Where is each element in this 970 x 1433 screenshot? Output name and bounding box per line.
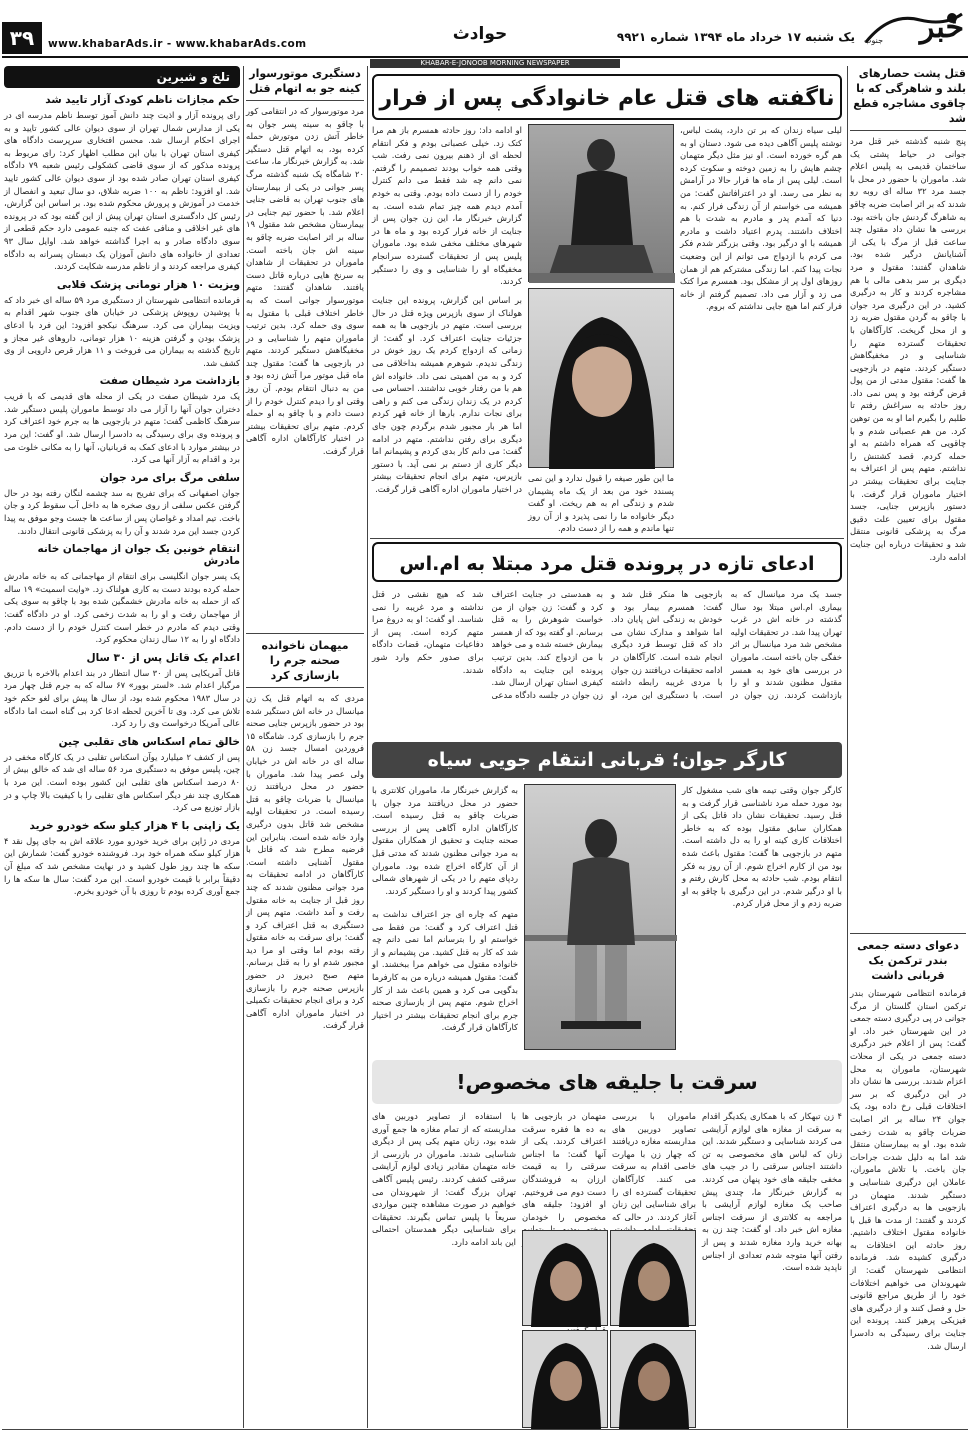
left-item-text: پس از کشف ۲ میلیارد یوآن اسکناس تقلبی در یک کارگاه مخفی در چین، پلیس موفق به دستگیری مرد ۵۶ ساله ای شد که خالق بیش از ۸۰ درصد اسکناس های تقلبی این کشور بوده است. این مرد با همکاری چند نفر دیگر اسکناس های تقلبی را با کیفیت بالا چاپ و در بازار توزیع می کرد.	[4, 751, 240, 813]
theft-text-d: با استفاده از تصاویر دوربین های مداربسته که از تمام مغازه ها جمع آوری شده بود، زنان متهم یکی پس از دیگری شناسایی شدند. ماموران در بازرسی از خانه متهمان مقادیر زیادی لوازم آرایشی سرقتی کشف کردند. رئیس پلیس آگاهی تهران بزرگ گفت: از شهروندان می خواهیم در صورت مشاهده چنین مواردی سریعاً با پلیس تماس بگیرند. تحقیقات برای شناسایی دیگر همدستان احتمالی این باند ادامه دارد.	[372, 1111, 516, 1247]
ms-rule-top	[370, 538, 844, 539]
page-header	[0, 0, 970, 58]
header-rule	[2, 56, 968, 58]
worker-text-c: متهم که چاره ای جز اعتراف نداشت به قتل اعتراف کرد و گفت: من فقط می خواستم او را بترسانم اما نمی دانم چه شد که کار به قتل کشید. من پشیمانم و از خانواده مقتول می خواهم مرا ببخشند. او گفت: مقتول همیشه درباره من به کارفرما بدگویی می کرد و همین باعث شد از کار اخراج شوم. متهم پس از بازسازی صحنه جرم برای انجام تحقیقات بیشتر در اختیار کارآگاهان قرار گرفت.	[372, 909, 518, 1033]
left-item-text: یک پسر جوان انگلیسی برای انتقام از مهاجمانی که به خانه مادرش حمله کرده بودند دست به کاری هولناک زد. «وایت اسمیت» ۱۹ ساله که از حمله به خانه مادرش خشمگین شده بود با چاقو به سوی یکی از مهاجمان رفت و او را به شدت زخمی کرد. او در دادگاه گفت: وقتی دیدم که مادرم در خطر است کنترل خودم را از دست دادم. دادگاه او را به ۱۲ سال زندان محکوم کرد.	[4, 571, 241, 645]
worker-figure	[525, 785, 677, 1051]
prisoner-photo	[528, 124, 674, 282]
right-column	[850, 66, 966, 1428]
theft-text-c: متهمان در بازجویی ها به ده ها فقره سرقت اعتراف کردند. یکی از آنها گفت: ما اجناس سرقتی را به قیمت ارزان به فروشندگان دست دوم می فروختیم. او افزود: جلیقه های مخصوص را خودمان	[522, 1111, 606, 1222]
left-item-title: خالق تمام اسکناس های تقلبی چین	[58, 735, 240, 748]
main-headline: ناگفته های قتل عام خانوادگی پس از فرار	[372, 74, 842, 120]
website[interactable]: www.khabarAds.ir - www.khabarAds.com	[48, 38, 307, 50]
page-number: ۳۹	[2, 22, 42, 54]
left-item-title: اعدام یک قاتل پس از ۳۰ سال	[86, 651, 240, 664]
suspect-figure-3	[611, 1331, 697, 1429]
main-text-b: او ادامه داد: روز حادثه همسرم باز هم مرا کتک زد. خیلی عصبانی بودم و فکر انتقام لحظه ای از ذهنم بیرون نمی رفت. شب وقتی همه خواب بودند تصمیمم را گرفتم. نمی دانم چه شد فقط می دانم کنترل خودم را از دست داده بودم. وقتی به خودم آمدم دیدم همه چیز تمام شده است. به گزارش خبرنگار ما، این زن جوان پس از جنایت از خانه فرار کرده بود و ماه ها در شهرهای مختلف مخفی شده بود. ماموران پلیس پس از تحقیقات گسترده سرانجام مخفیگاه او را شناسایی و وی را دستگیر کردند.	[372, 125, 522, 287]
main-text-a: لیلی سیاه زندان که بر تن دارد، پشت لباس، نوشته پلیس آگاهی دیده می شود. دستان او به هم گره خورده است. او نیز مثل دیگر متهمان چشم هایش را به زمین دوخته و سکوت کرده است. لیلی پس از ماه ها فرار حالا در آرامش به نظر می رسد. او در اعترافاتش گفت: من همیشه می خواستم از آن زندگی فرار کنم. به دنیا که آمدم پدر و مادرم به شدت با هم اختلاف داشتند. پدرم اعتیاد داشت و مادرم همیشه با او درگیر بود. وقتی بزرگتر شدم فکر می کردم با ازدواج می توانم از این وضعیت نجات پیدا کنم. اما زندگی مشترکم هم از همان روزهای اول پر از مشکل بود. همسرم مرا کتک می زد و آزار می داد. تصمیم گرفتم از خانه فرار کنم اما هیچ جایی نداشتم که بروم.	[680, 125, 842, 312]
suspect-photo-3	[610, 1330, 696, 1428]
suspect-photo-1	[610, 1230, 696, 1326]
right-title-1: قتل پشت حصارهای بلند و شاهرگی که با چاقوی مشاجره قطع شد	[850, 66, 966, 131]
left-item-title: یک زاپنی با ۴ هزار کیلو سکه خودرو خرید	[29, 819, 240, 832]
left-item-text: قاتل آمریکایی پس از ۳۰ سال انتظار در بند اعدام بالاخره با تزریق مرگبار اعدام شد. «لستر بوور» ۶۷ ساله که به جرم قتل چهار مرد در سال ۱۹۸۳ محکوم شده بود، از سال ها پیش برای لغو حکم خود تلاش می کرد. وی تا آخرین لحظه ادعا کرد بی گناه است اما دادگاه عالی آمریکا درخواست وی را رد کرد.	[4, 667, 240, 729]
left-item-title: سلفی مرگ برای مرد جوان	[99, 471, 240, 484]
suspect-photo-4	[522, 1330, 608, 1428]
divider-3	[847, 66, 848, 1428]
suspect-figure-1	[611, 1231, 697, 1327]
logo-subtext: جنوب	[864, 36, 884, 45]
theft-text-b: ماموران با بررسی تصاویر دوربین های مداربسته مغازه دریافتند که چهار زن با مهارت خاصی اقدام به سرقت می کنند. کارآگاهان تحقیقات گسترده ای را برای شناسایی این زنان آغاز کردند. در حالی که	[612, 1111, 696, 1222]
left-items	[4, 94, 240, 898]
suspect-photos	[522, 1230, 696, 1428]
left-box-title: تلخ و شیرین	[4, 66, 240, 88]
col2-text-2: مردی که به اتهام قتل یک زن میانسال در خانه اش دستگیر شده بود در حضور بازپرس جنایی صحنه جرم را بازسازی کرد. شامگاه ۱۵ فروردین امسال جسد زن ۵۸ ساله ای در خانه اش در خیابان ولی عصر پیدا شد. ماموران با حضور در محل دریافتند زن میانسال با ضربات چاقو به قتل رسیده است. در تحقیقات اولیه مشخص شد قاتل بدون درگیری وارد خانه شده است. بنابراین این فرضیه مطرح شد که قاتل با مقتول آشنایی داشته است. کارآگاهان در ادامه تحقیقات به مرد جوانی مظنون شدند که چند روز قبل از جنایت به خانه مقتول رفت و آمد داشت. متهم پس از دستگیری به قتل اعتراف کرد و گفت: برای سرقت به خانه مقتول رفته بودم اما وقتی او مرا دید مجبور شدم او را به قتل برسانم. متهم صبح دیروز در حضور بازپرس صحنه جرم را بازسازی کرد و برای انجام تحقیقات تکمیلی در اختیار ماموران اداره آگاهی قرار گرفت.	[246, 693, 364, 1031]
main-text-c: بر اساس این گزارش، پرونده این جنایت هولناک از سوی بازپرس ویژه قتل در حال بررسی است. متهم در بازجویی ها به همه جزئیات جنایت اعتراف کرد. او گفت: از زمانی که ازدواج کردم یک روز خوش در زندگی ندیدم. شوهرم همیشه بداخلاقی می کرد و به من اهمیتی نمی داد. خانواده اش هم با من رفتار خوبی نداشتند. احساس می کردم در یک زندان زندگی می کنم و راهی برای نجات ندارم. بارها از خانه قهر کردم اما هر بار مجبور شدم برگردم چون جای دیگری برای رفتن نداشتم. متهم در ادامه گفت: می دانم کار بدی کردم و پشیمانم اما دیگر کاری از دستم بر نمی آید. با دستور بازپرس، متهم برای انجام تحقیقات بیشتر در اختیار ماموران اداره آگاهی قرار گرفت.	[372, 295, 522, 494]
col2-title-1: دستگیری موتورسوار کینه جو به اتهام قتل	[246, 66, 364, 101]
main-photo-caption: ما این طور صیغه را قبول ندارد و این نمی پسندد خود من بعد از یک ماه پشیمان شدم و زندگی ام به هم ریخت. او گفت دیگر خانواده ما را نمی پذیرد و از آن روز تنها ماندم و همه را از دست دادم.	[528, 473, 674, 534]
worker-photo	[524, 784, 676, 1050]
left-item-title: ویزیت ۱۰ هزار تومانی پزشک قلابی	[56, 278, 240, 291]
left-item-text: یک مرد شیطان صفت در یکی از محله های قدیمی که با فریب دختران جوان آنها را آزار می داد توسط ماموران پلیس دستگیر شد. سرهنگ کاظمی گفت: متهم در بازجویی ها به جرم خود اعتراف کرد و پرونده وی برای رسیدگی به دادسرا ارسال شد. او گفت: این مرد در بیشتر موارد با ادعای کمک به قربانیان، آنها را به مکانی خلوت می برد و اقدام به آزار آنها می کرد.	[4, 391, 240, 465]
suspect-photo-2	[522, 1230, 608, 1326]
suspect-figure-4	[523, 1331, 609, 1429]
suspect-figure-2	[523, 1231, 609, 1327]
divider-2	[367, 66, 368, 1428]
theft-text-a: ۴ زن تبهکار که با همکاری یکدیگر اقدام به سرقت از مغازه های لوازم آرایشی می کردند شناسایی و دستگیر شدند. این زنان که لباس های مخصوصی به تن داشتند اجناس سرقتی را در جیب های مخفی جلیقه های خود پنهان می کردند. به گزارش خبرنگار ما، چندی پیش صاحب یک مغازه لوازم آرایشی با مراجعه به کلانتری از سرقت اجناس مغازه اش خبر داد. او گفت: چند زن به بهانه خرید وارد مغازه شدند و پس از رفتن آنها متوجه شدم تعدادی از اجناس ناپدید شده است.	[702, 1111, 842, 1273]
left-column	[4, 66, 240, 1428]
woman-portrait	[528, 288, 674, 468]
left-item-title: حکم مجازات ناظم کودک آزار تایید شد	[45, 94, 240, 106]
left-item-text: جوان اصفهانی که برای تفریح به سد چشمه لنگان رفته بود در حال گرفتن عکس سلفی از روی صخره ها به داخل آب سقوط کرد و جان باخت. تیم امداد و غواصان پس از ساعت ها جست وجو موفق به پیدا کردن جسد این مرد شدند و آن را به پزشکی قانونی انتقال دادند.	[4, 487, 240, 536]
worker-text-b: به گزارش خبرنگار ما، ماموران کلانتری با حضور در محل دریافتند مرد جوان با ضربات چاقو به قتل رسیده است. کارآگاهان اداره آگاهی پس از بررسی صحنه جنایت و تحقیق از همکاران مقتول به مرد جوانی مظنون شدند که مدتی قبل از آن کارگاه اخراج شده بود. ماموران ردپای متهم را در یکی از شهرهای شمالی کشور پیدا کردند و او را دستگیر کردند.	[372, 785, 518, 896]
right-text-2: فرمانده انتظامی شهرستان بندر ترکمن استان گلستان از مرگ جوانی در پی درگیری دسته جمعی در این شهرستان خبر داد. او گفت: پس از اعلام خبر درگیری دسته جمعی در یکی از محلات شهرستان، ماموران به محل اعزام شدند. بررسی ها نشان داد در این درگیری که بر سر اختلافات قبلی رخ داده بود، یک جوان ۲۴ ساله بر اثر اصابت ضربات چاقو به شدت زخمی شده بود. او به بیمارستان منتقل شد اما به دلیل شدت جراحات جان باخت. با تلاش ماموران، عاملان این درگیری شناسایی و دستگیر شدند. متهمان در بازجویی ها به درگیری اعتراف کردند و گفتند: از مدت ها قبل با خانواده مقتول اختلاف داشتیم. روز حادثه این اختلافات به درگیری کشیده شد. فرمانده انتظامی شهرستان گفت: از شهروندان می خواهیم اختلافات خود را از طریق مراجع قانونی حل و فصل کنند و از درگیری های فیزیکی پرهیز کنند. پرونده این جنایت برای رسیدگی به دادسرا ارسال شد.	[850, 988, 966, 1351]
logo-text: خبر	[919, 10, 964, 45]
theft-headline: سرقت با جلیقه های مخصوص!	[372, 1060, 842, 1104]
divider-1	[243, 66, 244, 1428]
left-item-title: انتقام خونین یک جوان از مهاجمان خانه مادرش	[37, 543, 240, 568]
worker-text-a: کارگر جوان وقتی تیمه های شب مشغول کار بود مورد حمله مرد ناشناسی قرار گرفت و به قتل رسید. تحقیقات نشان داد قاتل یکی از همکاران سابق مقتول بوده که به خاطر اختلافات کاری کینه او را به دل داشته است. متهم در بازجویی ها گفت: مقتول باعث شده بود من از کارم اخراج شوم. از آن روز به فکر انتقام بودم. شب حادثه به محل کارش رفتم و با او درگیر شدم. در این درگیری با چاقو به او ضربه زدم و از محل فرار کردم.	[682, 785, 842, 909]
right-title-2: دعوای دسته جمعی بندر ترکمن یک قربانی داشت	[850, 933, 966, 983]
left-item-title: بازداشت مرد شیطان صفت	[99, 375, 240, 388]
left-item-text: مردی در ژاپن برای خرید خودرو مورد علاقه اش به جای پول نقد ۴ هزار کیلو سکه همراه خود برد. فروشنده خودرو گفت: شمارش این سکه ها چند روز طول کشید و در نهایت مشخص شد که مبلغ آن دقیقاً برابر با قیمت خودرو است. این مرد گفت: سال ها سکه ها را جمع آوری کرده بودم تا روزی با آن خودرو بخرم.	[4, 835, 240, 897]
column-2	[246, 66, 364, 1428]
col2-text-1: مرد موتورسوار که در انتقامی کور با چاقو به سینه پسر جوان به خاطر آتش زدن موتورش حمله کرده بود، به اتهام قتل دستگیر شد. به گزارش خبرنگار ما، ساعت ۲۰ شامگاه یک شنبه گذشته مرگ پسر جوانی در یکی از بیمارستان های جنوب تهران به قاضی جنایی اعلام شد. با حضور تیم جنایی در بیمارستان مشخص شد مقتول ۱۹ ساله بر اثر اصابت ضربه چاقو به سینه اش جان باخته است. ماموران در تحقیقات از شاهدان به سرنخ هایی درباره قاتل دست یافتند. شاهدان گفتند: متهم موتورسوار جوانی است که به خاطر اختلاف قبلی با مقتول به سوی وی حمله کرد. بدین ترتیب ماموران متهم را شناسایی و در مخفیگاهش دستگیر کردند. متهم در بازجویی ها گفت: مقتول چند ماه قبل موتور مرا آتش زده بود و من به دنبال انتقام بودم. آن روز وقتی او را دیدم کنترل خودم را از دست دادم و با چاقو به او حمله کردم. متهم برای تحقیقات بیشتر در اختیار کارآگاهان اداره آگاهی قرار گرفت.	[246, 106, 364, 457]
prisoner-figure	[529, 125, 675, 283]
woman-figure	[529, 289, 675, 469]
left-item-text: فرمانده انتظامی شهرستان از دستگیری مرد ۵۹ ساله ای خبر داد که با پوشیدن روپوش پزشکی در خیابان های جنوب شهر اقدام به ویزیت بیماران می کرد. سرهنگ نیکجو افزود: این فرد با ادعای پزشک بودن و گرفتن هزینه ۱۰ هزار تومانی، داروهای غیر مجاز و تاریخ گذشته به بیماران می فروخت و ۱۱ هزار قرص دارویی از وی کشف شد.	[4, 294, 240, 368]
section-title: حوادث	[452, 24, 508, 44]
ms-headline: ادعای تازه در پرونده قتل مرد مبتلا به ام.اس	[372, 542, 842, 582]
col2-title-2: میهمان ناخوانده صحنه جرم را بازسازی کرد	[246, 633, 364, 688]
latin-name: KHABAR-E-JONOOB MORNING NEWSPAPER	[370, 59, 620, 68]
worker-headline: کارگر جوان؛ قربانی انتقام جویی سیاه	[372, 742, 842, 778]
right-text-1: پنج شنبه گذشته خبر قتل مرد جوانی در حیاط پشتی یک ساختمان قدیمی به پلیس اعلام شد. ماموران با حضور در محل با جسد مرد ۳۲ ساله ای روبه رو شدند که بر اثر اصابت ضربه چاقو به شاهرگ گردنش جان باخته بود. بررسی ها نشان داد مقتول چند ساعت قبل از مرگ با یکی از آشنایانش درگیر شده بود. شاهدان گفتند: مقتول و مرد دیگری بر سر بدهی مالی با هم مشاجره کردند و کار به درگیری کشید. در این درگیری مرد جوان با چاقو به گردن مقتول ضربه زد و از محل گریخت. کارآگاهان با تحقیقات گسترده متهم را شناسایی و در مخفیگاهش دستگیر کردند. متهم در بازجویی ها گفت: مقتول مدتی از من پول قرض گرفته بود و پس نمی داد. روز حادثه به سراغش رفتم تا طلبم را بگیرم اما او به من توهین کرد. من هم عصبانی شدم و با چاقویی که همراه داشتم به او حمله کردم. قصد کشتنش را نداشتم. متهم پس از اعتراف به جنایت برای تحقیقات بیشتر در اختیار ماموران قرار گرفت. با دستور بازپرس جنایی، جسد مقتول برای تعیین علت دقیق مرگ به پزشکی قانونی منتقل شد و تحقیقات درباره این جنایت ادامه دارد.	[850, 136, 966, 562]
footer-rule	[2, 1429, 968, 1430]
ms-text: جسد یک مرد میانسال که به بیماری ام.اس مبتلا بود سال گذشته در خانه اش در غرب تهران پیدا شد. در تحقیقات اولیه مشخص شد مرد میانسال بر اثر خفگی جان باخته است. ماموران در بررسی های خود به همسر مقتول مظنون شدند و او را بازداشت کردند. زن جوان در بازجویی ها منکر قتل شد و گفت: همسرم بیمار بود و خودش به زندگی اش پایان داد. اما شواهد و مدارک نشان می داد که قتل توسط فرد دیگری انجام شده است. کارآگاهان در ادامه تحقیقات دریافتند زن جوان با مردی غریبه رابطه داشته است. با دستگیری این مرد، او به همدستی در جنایت اعتراف کرد و گفت: زن جوان از من خواست شوهرش را به قتل برسانم. او گفته بود که از همسر بیمارش خسته شده و می خواهد با من ازدواج کند. بدین ترتیب پرونده این جنایت به دادگاه کیفری استان تهران ارسال شد. زن جوان در جلسه دادگاه مدعی شد که هیچ نقشی در قتل نداشته و مرد غریبه را نمی شناسد. او گفت: او به دروغ مرا متهم کرده است. پس از دفاعیات متهمان، قضات دادگاه برای صدور حکم وارد شور شدند.	[372, 589, 842, 700]
issue-date: یک شنبه ۱۷ خرداد ماه ۱۳۹۴ شماره ۹۹۲۱	[616, 30, 855, 44]
logo	[860, 2, 968, 52]
left-item-text: رای پرونده آزار و اذیت چند دانش آموز توسط ناظم مدرسه ای در یکی از مدارس شمال تهران از سوی دیوان عالی کشور تایید و به اجرای احکام ارسال شد. محسن افتخاری سرپرست دادگاه های کیفری استان تهران با بیان این مطلب اظهار کرد: رای مربوط به پرونده مذکور که از سوی قاضی کشکولی رئیس شعبه ۷۹ دادگاه کیفری استان تهران صادر شده بود از سوی دیوان عالی کشور تایید شد. او افزود: ناظم به ۱۰۰ ضربه شلاق، دو سال تبعید و انفصال از خدمت در آموزش و پرورش محکوم شده بود. بر اساس این گزارش، رئیس کل دادگستری استان تهران پیش از این گفته بود که در پرونده های غیر اخلاقی و منافی عفت که جنبه عمومی دارد حکم قطعی از سوی دادگاه صادر و به اجرا گذاشته خواهد شد. اوایل سال ۹۳ تعدادی از خانواده های دانش آموزان یک دبستان پسرانه به دادگاه کیفری مراجعه کردند و از ناظم مدرسه شکایت کردند.	[4, 110, 240, 272]
